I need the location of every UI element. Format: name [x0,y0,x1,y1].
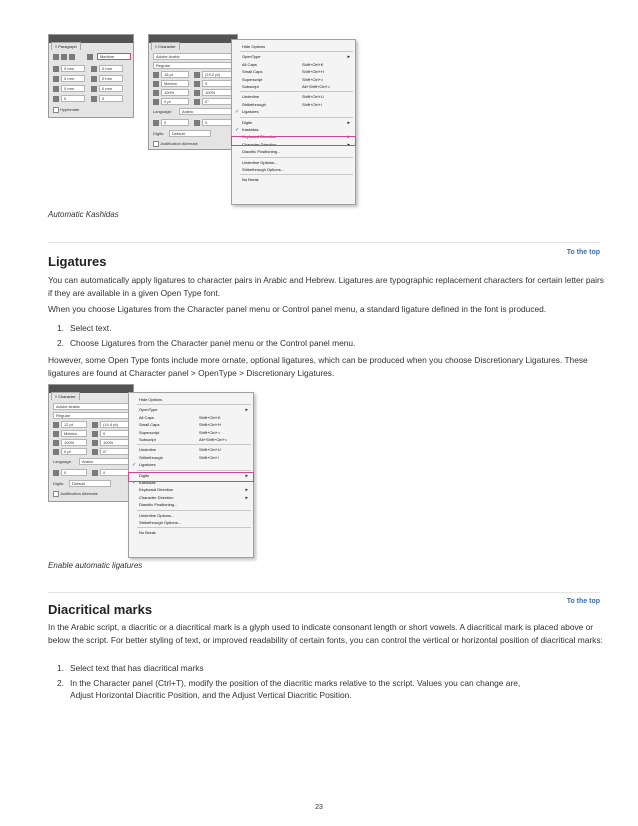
space-before-field[interactable]: 0 mm [61,85,85,92]
menu-item-label: Kashidas [139,480,156,485]
menu-item-label: Hide Options [139,397,163,402]
menu-item-shortcut: Shift+Ctrl+= [199,429,221,435]
section-divider [48,592,600,593]
baseline-shift-field[interactable]: 0 pt [61,448,87,455]
submenu-arrow-icon: ▸ [347,119,350,126]
menu-item-label: Ligatures [139,462,156,468]
menu-item-label: Underline [139,447,157,453]
menu-item-label: Subscript [242,84,259,89]
to-the-top-link[interactable]: To the top [566,249,600,256]
leading-icon [92,422,98,428]
menu-item-hide-options[interactable] [129,396,253,404]
paragraph-panel [48,34,134,118]
skew-icon [92,449,98,455]
menu-item-shortcut: Shift+Ctrl+K [199,414,221,420]
vertical-scale-icon [153,90,159,96]
right-indent-icon [91,66,97,72]
tracking-icon [194,81,200,87]
horizontal-diacritic-field[interactable]: 0 [161,119,189,126]
menu-item-diacritic-positioning[interactable] [232,148,355,156]
menu-separator [240,51,353,52]
figure-automatic-kashidas [48,34,368,206]
language-dropdown[interactable]: Arabic [79,458,130,465]
submenu-arrow-icon: ▸ [245,472,248,479]
menu-item-label: Character Direction [242,141,277,147]
menu-item-label: OpenType [139,407,158,413]
language-dropdown[interactable]: Arabic [179,108,232,115]
menu-item-ligatures[interactable] [129,461,253,469]
menu-item-shortcut: Alt+Shift+Ctrl+= [302,84,331,89]
vertical-diacritic-field[interactable]: 0 [202,119,232,126]
vertical-scale-icon [53,440,59,446]
menu-item-shortcut: Shift+Ctrl+= [302,76,324,82]
menu-item-label: Small Caps [242,69,263,75]
menu-item-label: Character Direction [139,494,174,500]
menu-separator [240,117,353,118]
paragraph-direction-icon[interactable] [87,54,93,60]
diacritical-step-2: 2. In the Character panel (Ctrl+T), modify the position of the diacritic marks relative to the script. Values you can change are, Adjust Horizontal Diacritic Position, and the Adjust Vertical Diacritic Position. [48,677,604,701]
ligatures-step-1-text: Select text. [70,323,112,333]
figure2-caption: Enable automatic ligatures [48,561,143,570]
font-family-field[interactable]: Adobe Arabic [153,53,233,60]
justification-dropdown[interactable]: Medium [97,53,131,60]
last-line-field[interactable]: 0 mm [99,75,123,82]
menu-item-strikethrough-options[interactable] [129,519,253,527]
menu-item-label: Underline Options... [139,512,175,518]
menu-separator [240,157,353,158]
checkmark-icon: ✓ [235,109,240,116]
tracking-icon [92,431,98,437]
horizontal-diacritic-icon [153,120,159,126]
horizontal-scale-field[interactable]: 100% [100,439,130,446]
menu-item-no-break[interactable] [129,529,253,537]
leading-field[interactable]: (19.2 pt) [202,71,232,78]
horizontal-scale-icon [92,440,98,446]
horizontal-diacritic-field[interactable]: 0 [61,469,87,476]
align-icon[interactable] [61,54,67,60]
ligatures-paragraph-1: You can automatically apply ligatures to character pairs in Arabic and Hebrew. Ligatures are typographic replacement characters for certain letter pairs if they are available in a given Open Type font. [48,275,604,298]
space-after-field[interactable]: 0 mm [99,85,123,92]
skew-field[interactable]: 0° [202,98,232,105]
digits-dropdown[interactable]: Default [69,480,111,487]
ligatures-highlight [128,472,254,482]
tracking-field[interactable]: 0 [100,430,130,437]
menu-item-label: Hide Options [242,44,266,49]
diacritical-step-1: 1. Select text that has diacritical marks [57,663,204,673]
checkmark-icon: ✓ [132,480,137,486]
menu-item-strikethrough-options[interactable] [232,166,355,174]
ligatures-step-2: 2. Choose Ligatures from the Character panel menu or the Control panel menu. [57,338,356,348]
checkmark-icon: ✓ [132,462,137,469]
font-size-field[interactable]: 12 pt [61,421,87,428]
menu-item-label: All Caps [139,414,154,420]
vertical-scale-field[interactable]: 100% [61,439,87,446]
menu-item-shortcut: Shift+Ctrl+H [302,69,324,75]
menu-separator [137,444,251,445]
menu-item-subscript[interactable] [232,83,355,91]
digits-label: Digits: [153,131,165,136]
menu-item-label: Digits [139,472,150,478]
submenu-arrow-icon: ▸ [245,487,248,494]
character-panel-menu [231,39,356,205]
left-indent-icon [53,66,59,72]
space-before-icon [53,86,59,92]
kerning-field[interactable]: Metrics [61,430,87,437]
menu-item-diacritic-positioning[interactable] [129,501,253,509]
first-line-icon [53,76,59,82]
space-after-icon [91,86,97,92]
menu-item-shortcut: Shift+Ctrl+U [302,94,324,100]
menu-item-hide-options[interactable] [232,43,355,51]
paragraph-tab[interactable]: ◊ Paragraph [51,42,81,50]
menu-item-shortcut: Shift+Ctrl+/ [199,454,220,460]
menu-item-label: Keyboard Direction [139,487,174,493]
page-number: 23 [315,804,323,811]
vertical-scale-field[interactable]: 100% [161,89,189,96]
menu-separator [137,470,251,471]
justification-alternate-checkbox[interactable] [53,491,59,497]
diacritical-step-1-text: Select text that has diacritical marks [70,663,204,673]
digits-label: Digits: [53,481,65,486]
diacritical-paragraph-1: In the Arabic script, a diacritic or a diacritical mark is a glyph used to indicate consonant length or short vowels. A diacritical mark is placed above or below the script. For better styling of text, or improved readability of certain fonts, you can control the vertical or horizontal position of diacritical marks: [48,622,603,645]
submenu-arrow-icon: ▸ [245,494,248,501]
menu-item-label: Strikethrough [139,454,163,460]
language-label: Language: [53,459,72,464]
font-style-field[interactable]: Regular [53,412,129,419]
last-line-icon [91,76,97,82]
right-indent-field[interactable]: 0 mm [99,65,123,72]
menu-item-label: Underline Options... [242,159,278,165]
character-tab[interactable]: ◊ Character [151,42,180,50]
menu-item-label: Diacritic Positioning... [139,502,178,508]
menu-separator [137,510,251,511]
align-icon[interactable] [69,54,75,60]
checkmark-icon: ✓ [235,127,240,133]
ligatures-paragraph-2: When you choose Ligatures from the Character panel menu or Control panel menu, a standard ligature defined in the font is produced. [48,304,547,314]
menu-item-label: Small Caps [139,422,160,428]
menu-item-label: Strikethrough [242,101,266,107]
drop-cap-icon [53,96,59,102]
menu-item-shortcut: Shift+Ctrl+H [199,422,221,428]
kashidas-highlight [231,136,356,146]
language-label: Language: [153,109,172,114]
character-tab[interactable]: ◊ Character [51,392,80,400]
menu-item-label: Ligatures [242,109,259,115]
menu-item-label: Subscript [139,437,156,442]
menu-item-label: Diacritic Positioning... [242,149,281,155]
menu-item-shortcut: Shift+Ctrl+K [302,61,324,67]
menu-item-label: OpenType [242,54,261,60]
justification-alternate-checkbox[interactable] [153,141,159,147]
drop-cap-lines-field[interactable]: 0 [61,95,85,102]
menu-separator [137,527,251,528]
kerning-icon [53,431,59,437]
menu-item-label: Superscript [139,429,160,435]
horizontal-diacritic-icon [53,470,59,476]
font-style-field[interactable]: Regular [153,62,233,69]
vertical-diacritic-icon [92,470,98,476]
kerning-icon [153,81,159,87]
figure-automatic-ligatures [48,384,368,558]
diacritical-step-2-text: In the Character panel (Ctrl+T), modify the position of the diacritic marks relative to the script. Values you can change are, [70,678,521,688]
submenu-arrow-icon: ▸ [347,141,350,148]
section-divider [48,242,600,243]
ligatures-paragraph-3: However, some Open Type fonts include more ornate, optional ligatures, which can be produced when you choose Discretionary Ligatures. These ligatures are found at Character panel > OpenType > Discretionary Ligatures. [48,355,588,378]
menu-item-label: Kashidas [242,127,259,132]
first-line-field[interactable]: 0 mm [61,75,85,82]
menu-separator [240,91,353,92]
left-indent-field[interactable]: 0 mm [61,65,85,72]
menu-item-no-break[interactable] [232,176,355,184]
ligatures-step-2-text: Choose Ligatures from the Character panel menu or the Control panel menu. [70,338,356,348]
skew-field[interactable]: 0° [100,448,130,455]
drop-cap-chars-icon [91,96,97,102]
baseline-shift-icon [153,99,159,105]
leading-icon [194,72,200,78]
vertical-diacritic-icon [194,120,200,126]
menu-item-label: Superscript [242,76,263,82]
menu-item-label: No Break [242,177,259,183]
menu-item-label: Keyboard Direction [242,134,277,140]
menu-item-shortcut: Alt+Shift+Ctrl+= [199,437,228,442]
menu-separator [240,174,353,175]
menu-item-subscript[interactable] [129,436,253,444]
justification-alternate-label: Justification Alternate [160,141,198,146]
font-family-field[interactable]: Adobe Arabic [53,403,129,410]
submenu-arrow-icon: ▸ [347,134,350,141]
hyphenate-label: Hyphenate [60,107,80,112]
menu-item-label: Underline [242,94,260,100]
baseline-shift-field[interactable]: 0 pt [161,98,189,105]
kerning-field[interactable]: Metrics [161,80,189,87]
menu-item-shortcut: Shift+Ctrl+/ [302,101,323,107]
tracking-field[interactable]: 0 [202,80,232,87]
menu-item-ligatures[interactable] [232,108,355,116]
menu-item-label: Digits [242,119,253,125]
diacritical-marks-heading: Diacritical marks [48,602,153,617]
hyphenate-checkbox[interactable] [53,107,59,113]
menu-separator [137,404,251,405]
character-panel [148,34,238,150]
font-size-field[interactable]: 16 pt [161,71,189,78]
menu-item-shortcut: Shift+Ctrl+U [199,447,221,453]
baseline-shift-icon [53,449,59,455]
skew-icon [194,99,200,105]
font-size-icon [53,422,59,428]
diacritical-step-2-text-cont: Adjust Horizontal Diacritic Position, and the Adjust Vertical Diacritic Position. [70,690,352,700]
menu-item-label: Strikethrough Options... [242,167,285,172]
align-icon[interactable] [53,54,59,60]
horizontal-scale-icon [194,90,200,96]
justification-alternate-label: Justification Alternate [60,491,98,496]
figure1-caption: Automatic Kashidas [48,210,119,219]
digits-dropdown[interactable]: Default [169,130,211,137]
to-the-top-link[interactable]: To the top [566,598,600,605]
vertical-diacritic-field[interactable]: 0 [100,469,130,476]
drop-cap-chars-field[interactable]: 0 [99,95,123,102]
submenu-arrow-icon: ▸ [245,407,248,414]
leading-field[interactable]: (14.4 pt) [100,421,130,428]
menu-item-label: Strikethrough Options... [139,520,182,525]
menu-item-label: All Caps [242,61,257,67]
character-panel [48,384,137,502]
submenu-arrow-icon: ▸ [347,54,350,61]
ligatures-heading: Ligatures [48,254,107,269]
menu-item-label: No Break [139,530,156,536]
font-size-icon [153,72,159,78]
ligatures-step-1: 1. Select text. [57,323,112,333]
horizontal-scale-field[interactable]: 100% [202,89,232,96]
